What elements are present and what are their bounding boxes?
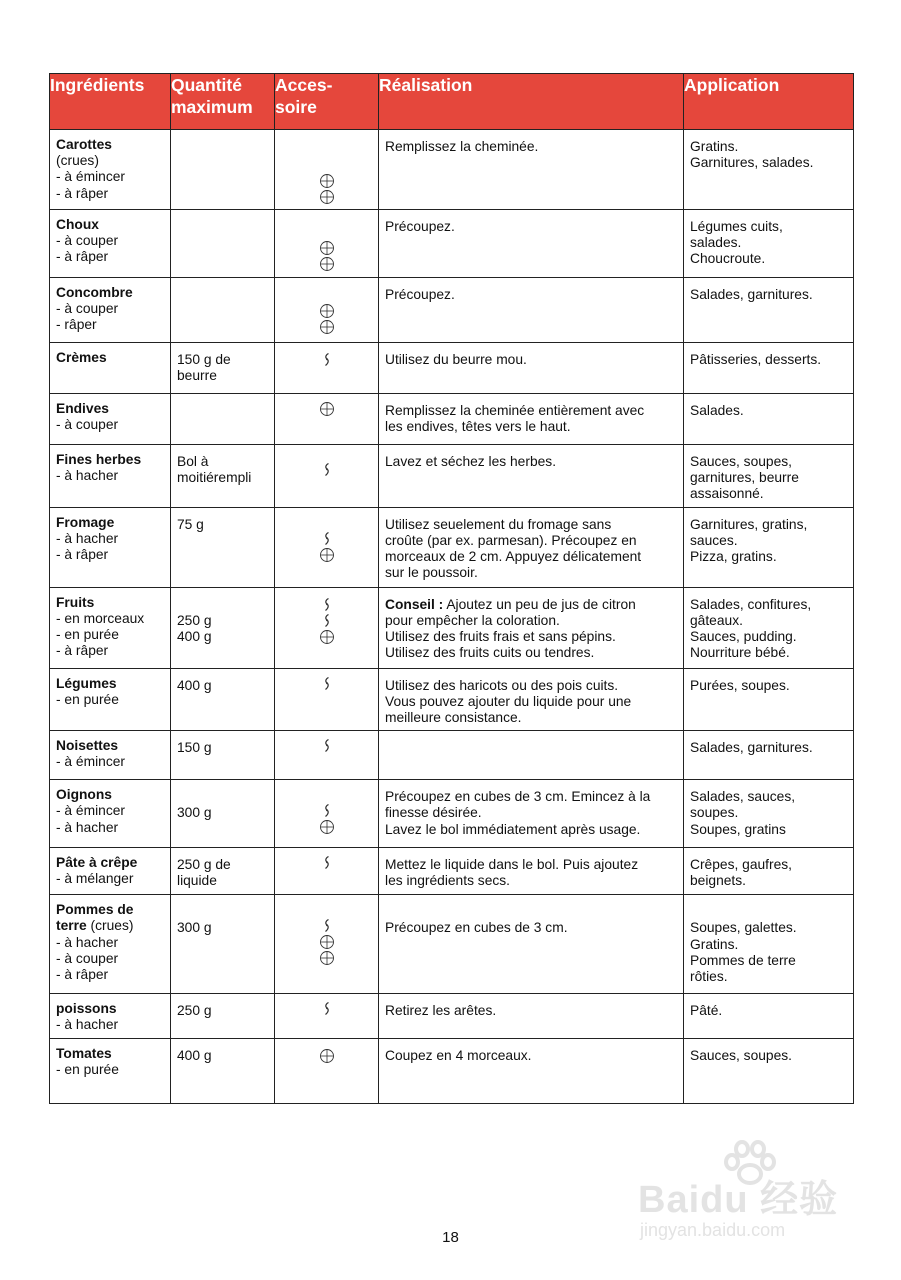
ingredient-name-line: [56, 515, 164, 531]
ingredient-cell: [50, 731, 171, 780]
ingredient-name: poissons: [56, 1001, 117, 1017]
realisation-line: Utilisez des fruits cuits ou tendres.: [385, 645, 595, 661]
realisation-cell: [379, 507, 684, 587]
quantity-line: [177, 904, 268, 920]
ingredient-sub-line: - à râper: [56, 643, 109, 659]
table-row: [50, 278, 854, 343]
chopping-blade-icon: [319, 803, 335, 819]
table-row: [50, 731, 854, 780]
grater-disc-icon: [319, 934, 335, 950]
ingredient-cell: [50, 130, 171, 210]
application-line: Garnitures, gratins,: [690, 516, 808, 532]
application-cell: [684, 343, 854, 394]
quantity-cell: [171, 130, 275, 210]
ingredient-name: Crèmes: [56, 350, 107, 365]
ingredient-cell: [50, 780, 171, 848]
realisation-line: Remplissez la cheminée.: [385, 139, 539, 154]
ingredient-sub-line: - à couper: [56, 950, 119, 966]
grater-disc-icon: [319, 240, 335, 256]
application-line: Pommes de terre: [690, 952, 796, 968]
ingredient-name: Noisettes: [56, 738, 119, 754]
realisation-line: Vous pouvez ajouter du liquide pour une: [385, 693, 632, 709]
ingredient-sub-line: - en purée: [56, 1061, 119, 1077]
accessory-cell: [275, 278, 379, 343]
quantity-line: 250 g: [177, 612, 212, 628]
ingredient-name: Carottes: [56, 137, 112, 152]
accessory-cell: [275, 731, 379, 780]
realisation-line: Précoupez en cubes de 3 cm.: [385, 920, 568, 936]
chopping-blade-icon: [319, 918, 335, 934]
table-row: [50, 445, 854, 508]
ingredient-name-line: [56, 1046, 164, 1062]
application-line: Soupes, galettes.: [690, 920, 797, 936]
ingredient-name: Oignons: [56, 787, 112, 803]
quantity-line: 400 g: [177, 629, 212, 645]
application-cell: [684, 130, 854, 210]
realisation-line: Utilisez du beurre mou.: [385, 352, 527, 367]
header-accessory: Acces- soire: [275, 74, 379, 130]
grater-disc-icon: [319, 303, 335, 319]
ingredient-name: Endives: [56, 401, 109, 416]
grater-disc-icon: [319, 256, 335, 272]
realisation-line: Lavez le bol immédiatement après usage.: [385, 821, 641, 837]
realisation-line: morceaux de 2 cm. Appuyez délicatement: [385, 549, 642, 565]
ingredient-name: Fromage: [56, 514, 115, 530]
table-row: [50, 668, 854, 731]
grater-disc-icon: [319, 173, 335, 189]
application-cell: [684, 445, 854, 508]
ingredient-cell: [50, 848, 171, 895]
chopping-blade-icon: [319, 352, 335, 368]
ingredient-name: Fruits: [56, 594, 95, 610]
grater-disc-icon: [319, 319, 335, 335]
ingredient-cell: [50, 278, 171, 343]
application-line: Salades, garnitures.: [690, 740, 813, 756]
ingredient-cell: [50, 210, 171, 278]
quantity-line: liquide: [177, 873, 217, 889]
realisation-cell: [379, 780, 684, 848]
application-line: Salades.: [690, 403, 744, 418]
application-line: Pâté.: [690, 1003, 723, 1019]
grater-disc-icon: [319, 547, 335, 563]
ingredient-name-line: [56, 217, 164, 233]
tip-label: Conseil :: [385, 596, 444, 612]
ingredient-sub-line: - à hacher: [56, 1017, 119, 1033]
quantity-line: 400 g: [177, 677, 212, 693]
ingredient-cell: [50, 507, 171, 587]
realisation-cell: [379, 731, 684, 780]
header-ingredients: Ingrédients: [50, 74, 171, 130]
page-number: 18: [442, 1229, 459, 1246]
ingredient-sub-line: - à râper: [56, 249, 109, 265]
ingredient-sub-line: - en purée: [56, 691, 119, 707]
application-cell: [684, 278, 854, 343]
realisation-line: [385, 904, 677, 920]
application-line: [690, 904, 847, 920]
application-line: rôties.: [690, 969, 728, 985]
ingredient-sub-line: - à couper: [56, 417, 119, 433]
header-realisation: Réalisation: [379, 74, 684, 130]
application-line: sauces.: [690, 532, 738, 548]
chopping-blade-icon: [319, 531, 335, 547]
ingredient-name: Choux: [56, 217, 99, 232]
ingredient-cell: [50, 587, 171, 668]
ingredient-name-line: [56, 401, 164, 417]
ingredient-name: Concombre: [56, 285, 133, 300]
table-row: [50, 507, 854, 587]
ingredient-sub-line: (crues): [56, 153, 99, 169]
quantity-line: Bol à: [177, 454, 209, 469]
ingredient-cell: [50, 1038, 171, 1103]
accessory-cell: [275, 507, 379, 587]
realisation-line: [385, 597, 677, 613]
application-line: Sauces, soupes,: [690, 454, 793, 469]
application-line: soupes.: [690, 805, 739, 821]
table-row: [50, 210, 854, 278]
ingredient-sub-line: - à râper: [56, 185, 109, 201]
realisation-cell: [379, 1038, 684, 1103]
quantity-cell: [171, 895, 275, 994]
header-application: Application: [684, 74, 854, 130]
application-line: Purées, soupes.: [690, 677, 790, 693]
quantity-line: [177, 789, 268, 805]
application-cell: [684, 210, 854, 278]
application-line: Pâtisseries, desserts.: [690, 352, 822, 367]
application-cell: [684, 587, 854, 668]
realisation-line: Retirez les arêtes.: [385, 1003, 497, 1019]
application-line: Salades, sauces,: [690, 789, 796, 805]
ingredient-cell: [50, 343, 171, 394]
ingredient-sub-line: - à émincer: [56, 169, 126, 185]
application-line: Gratins.: [690, 936, 739, 952]
ingredient-name-line: [56, 738, 164, 754]
application-cell: [684, 994, 854, 1038]
chopping-blade-icon: [319, 597, 335, 613]
ingredient-name-line: [56, 452, 164, 468]
ingredient-name-cont: terre: [56, 918, 87, 934]
quantity-cell: [171, 731, 275, 780]
chopping-blade-icon: [319, 613, 335, 629]
ingredient-sub-line: - en purée: [56, 627, 119, 643]
ingredient-name-line: [56, 855, 164, 871]
watermark-url: jingyan.baidu.com: [640, 1220, 786, 1240]
chopping-blade-icon: [319, 462, 335, 478]
realisation-line: Remplissez la cheminée entièrement avec: [385, 403, 645, 418]
ingredient-cell: [50, 668, 171, 731]
quantity-line: 150 g de: [177, 352, 231, 367]
quantity-line: beurre: [177, 368, 217, 384]
quantity-cell: [171, 394, 275, 445]
ingredient-sub-line: - à couper: [56, 301, 119, 317]
application-line: assaisonné.: [690, 486, 764, 502]
table-row: [50, 848, 854, 895]
chopping-blade-icon: [319, 855, 335, 871]
grater-disc-icon: [319, 950, 335, 966]
tip-text: Ajoutez un peu de jus de citron: [443, 596, 636, 612]
realisation-line: sur le poussoir.: [385, 565, 478, 581]
ingredient-name: Pâte à crêpe: [56, 855, 138, 871]
table-row: [50, 394, 854, 445]
ingredient-sub-line: - à hacher: [56, 530, 119, 546]
application-line: Garnitures, salades.: [690, 155, 814, 171]
quantity-line: 300 g: [177, 805, 212, 821]
application-line: Nourriture bébé.: [690, 645, 790, 661]
quantity-cell: [171, 994, 275, 1038]
realisation-line: Précoupez.: [385, 219, 455, 234]
realisation-cell: [379, 130, 684, 210]
realisation-cell: [379, 445, 684, 508]
ingredient-name: Pommes de: [56, 902, 134, 918]
application-cell: [684, 895, 854, 994]
ingredient-name-line: [56, 1001, 164, 1017]
application-cell: [684, 731, 854, 780]
quantity-cell: [171, 668, 275, 731]
table-row: [50, 780, 854, 848]
accessory-cell: [275, 1038, 379, 1103]
ingredient-name-line: [56, 137, 164, 153]
realisation-cell: [379, 587, 684, 668]
accessory-cell: [275, 210, 379, 278]
ingredient-sub-line: - à râper: [56, 547, 109, 563]
application-line: Salades, confitures,: [690, 596, 812, 612]
table-row: [50, 130, 854, 210]
ingredient-sub-line: - à hacher: [56, 468, 119, 484]
ingredient-name: Tomates: [56, 1045, 112, 1061]
realisation-line: croûte (par ex. parmesan). Précoupez en: [385, 532, 637, 548]
quantity-line: 300 g: [177, 920, 212, 936]
chopping-blade-icon: [319, 676, 335, 692]
application-cell: [684, 848, 854, 895]
table-row: [50, 587, 854, 668]
application-line: Choucroute.: [690, 251, 766, 267]
ingredient-sub-line: - en morceaux: [56, 610, 145, 626]
quantity-cell: [171, 343, 275, 394]
realisation-line: Précoupez.: [385, 287, 455, 302]
ingredient-cell: [50, 895, 171, 994]
header-quantity: Quantité maximum: [171, 74, 275, 130]
realisation-line: Coupez en 4 morceaux.: [385, 1047, 532, 1063]
ingredient-name-line: [56, 676, 164, 692]
grater-disc-icon: [319, 189, 335, 205]
grater-disc-icon: [319, 629, 335, 645]
ingredient-name: Légumes: [56, 675, 117, 691]
realisation-line: Utilisez des haricots ou des pois cuits.: [385, 677, 619, 693]
quantity-cell: [171, 507, 275, 587]
realisation-cell: [379, 278, 684, 343]
accessory-cell: [275, 780, 379, 848]
realisation-line: les ingrédients secs.: [385, 873, 511, 889]
watermark-logo: Baidu 经验: [638, 1179, 839, 1221]
quantity-line: 250 g: [177, 1003, 212, 1019]
application-line: Pizza, gratins.: [690, 549, 777, 565]
realisation-cell: [379, 394, 684, 445]
ingredient-cell: [50, 445, 171, 508]
table-row: [50, 895, 854, 994]
application-line: Crêpes, gaufres,: [690, 857, 792, 873]
realisation-line: Utilisez seuelement du fromage sans: [385, 516, 612, 532]
accessory-cell: [275, 394, 379, 445]
table-row: [50, 1038, 854, 1103]
realisation-line: les endives, têtes vers le haut.: [385, 419, 571, 435]
accessory-cell: [275, 343, 379, 394]
quantity-cell: [171, 278, 275, 343]
ingredient-name-line: [56, 595, 164, 611]
ingredient-name-line: [56, 285, 164, 301]
accessory-cell: [275, 895, 379, 994]
accessory-cell: [275, 668, 379, 731]
application-cell: [684, 507, 854, 587]
realisation-cell: [379, 343, 684, 394]
quantity-line: 150 g: [177, 740, 212, 756]
grater-disc-icon: [319, 1048, 335, 1064]
realisation-line: Précoupez en cubes de 3 cm. Emincez à la: [385, 789, 651, 805]
quantity-line: moitiérempli: [177, 470, 252, 486]
ingredient-name-line: [56, 350, 164, 366]
ingredient-cell: [50, 394, 171, 445]
ingredient-sub-line: - à mélanger: [56, 871, 134, 887]
application-line: Salades, garnitures.: [690, 287, 813, 302]
table-header-row: [50, 74, 854, 130]
accessory-cell: [275, 130, 379, 210]
ingredient-sub-line: - à couper: [56, 233, 119, 249]
quantity-line: 250 g de: [177, 857, 231, 873]
realisation-line: Lavez et séchez les herbes.: [385, 454, 557, 469]
realisation-line: Utilisez des fruits frais et sans pépins.: [385, 629, 616, 645]
ingredient-sub-line: - à râper: [56, 967, 109, 983]
application-line: Soupes, gratins: [690, 821, 786, 837]
chopping-blade-icon: [319, 1001, 335, 1017]
realisation-line: finesse désirée.: [385, 805, 482, 821]
ingredient-name-suffix: (crues): [86, 918, 134, 934]
quantity-cell: [171, 445, 275, 508]
realisation-line: Mettez le liquide dans le bol. Puis ajoutez: [385, 857, 639, 873]
chopping-blade-icon: [319, 738, 335, 754]
grater-disc-icon: [319, 819, 335, 835]
application-line: Gratins.: [690, 139, 739, 154]
ingredient-cell: [50, 994, 171, 1038]
quantity-cell: [171, 1038, 275, 1103]
application-line: Sauces, pudding.: [690, 629, 797, 645]
ingredient-name: Fines herbes: [56, 452, 142, 467]
ingredient-name-line: [56, 918, 164, 934]
application-line: gâteaux.: [690, 612, 743, 628]
realisation-cell: [379, 848, 684, 895]
realisation-cell: [379, 210, 684, 278]
accessory-cell: [275, 848, 379, 895]
realisation-cell: [379, 994, 684, 1038]
application-line: garnitures, beurre: [690, 470, 799, 486]
quantity-cell: [171, 210, 275, 278]
quantity-line: 75 g: [177, 516, 204, 532]
ingredient-name-line: [56, 787, 164, 803]
quantity-cell: [171, 780, 275, 848]
application-cell: [684, 668, 854, 731]
ingredients-table: [49, 73, 854, 1104]
table-row: [50, 994, 854, 1038]
quantity-cell: [171, 848, 275, 895]
application-cell: [684, 780, 854, 848]
realisation-line: pour empêcher la coloration.: [385, 612, 560, 628]
ingredient-sub-line: - à hacher: [56, 934, 119, 950]
ingredient-sub-line: - à émincer: [56, 803, 126, 819]
accessory-cell: [275, 587, 379, 668]
table-row: [50, 343, 854, 394]
application-cell: [684, 1038, 854, 1103]
realisation-cell: [379, 895, 684, 994]
ingredient-sub-line: - râper: [56, 317, 97, 333]
accessory-cell: [275, 445, 379, 508]
quantity-line: [177, 597, 268, 613]
ingredient-name-line: [56, 902, 164, 918]
application-line: Sauces, soupes.: [690, 1047, 793, 1063]
application-line: salades.: [690, 235, 742, 251]
quantity-line: 400 g: [177, 1047, 212, 1063]
realisation-line: meilleure consistance.: [385, 710, 522, 726]
ingredient-sub-line: - à émincer: [56, 754, 126, 770]
application-line: beignets.: [690, 873, 746, 889]
quantity-cell: [171, 587, 275, 668]
application-cell: [684, 394, 854, 445]
application-line: Légumes cuits,: [690, 219, 783, 234]
accessory-cell: [275, 994, 379, 1038]
ingredient-sub-line: - à hacher: [56, 819, 119, 835]
realisation-cell: [379, 668, 684, 731]
grater-disc-icon: [319, 401, 335, 417]
watermark: [638, 1140, 858, 1250]
